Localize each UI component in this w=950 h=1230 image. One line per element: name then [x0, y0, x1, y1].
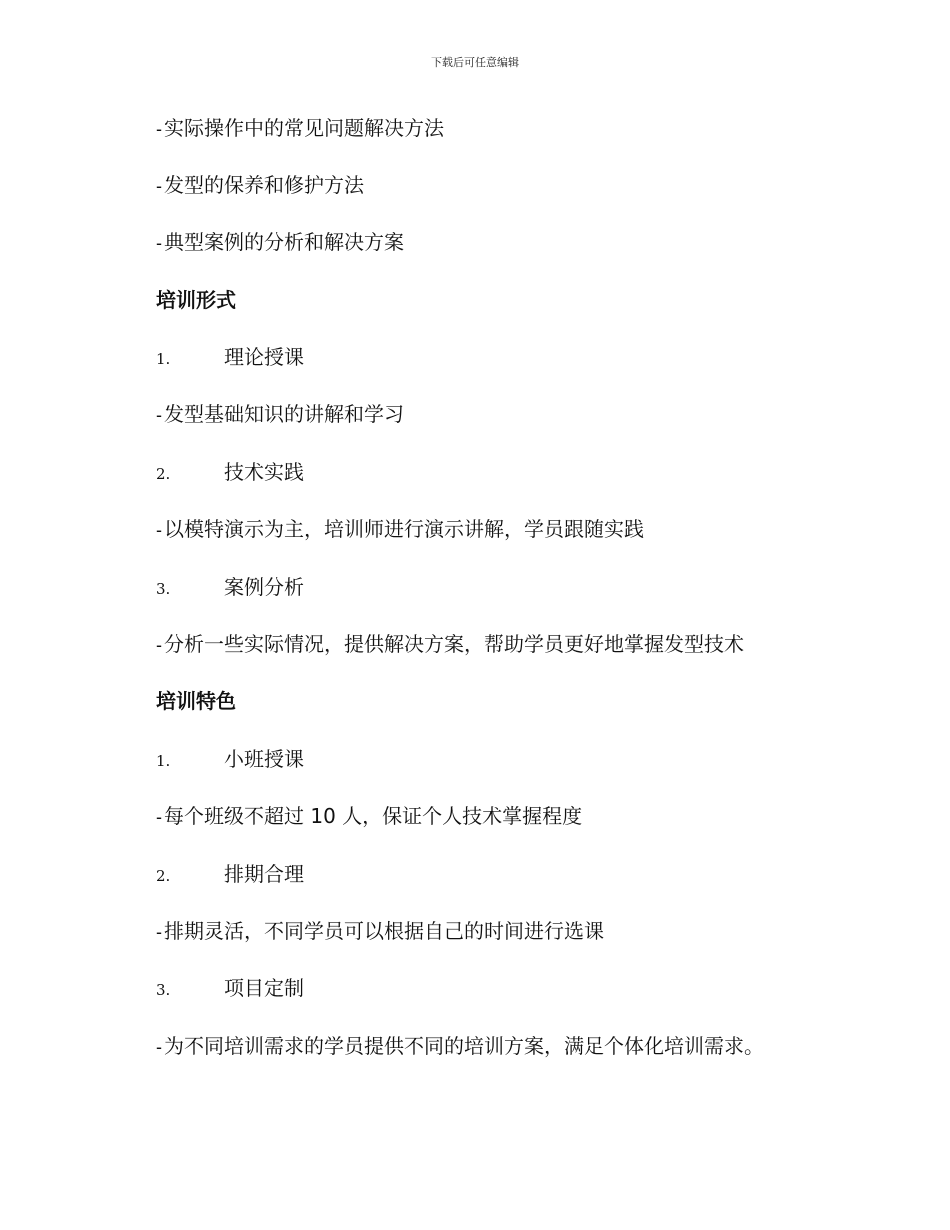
bullet-line	[156, 918, 604, 945]
dash: -	[156, 807, 162, 827]
bullet-text: 为不同培训需求的学员提供不同的培训方案，满足个体化培训需求。	[164, 1034, 764, 1058]
dash: -	[156, 176, 162, 196]
bullet-text: 分析一些实际情况，提供解决方案，帮助学员更好地掌握发型技术	[164, 632, 744, 656]
item-number: 1.	[156, 752, 171, 770]
numbered-item	[156, 861, 304, 889]
dash: -	[156, 233, 162, 253]
item-text: 排期合理	[224, 862, 304, 886]
item-text: 小班授课	[224, 747, 304, 771]
item-number: 1.	[156, 350, 171, 368]
bullet-line	[156, 172, 364, 199]
bullet-text: 发型基础知识的讲解和学习	[164, 402, 404, 426]
bullet-text: 实际操作中的常见问题解决方法	[164, 116, 444, 140]
item-text: 案例分析	[224, 575, 304, 599]
item-text: 理论授课	[224, 345, 304, 369]
page-header: 下载后可任意编辑	[431, 56, 519, 69]
dash: -	[156, 119, 162, 139]
dash: -	[156, 405, 162, 425]
dash: -	[156, 635, 162, 655]
item-number: 3.	[156, 981, 171, 999]
bullet-text: 每个班级不超过 10 人，保证个人技术掌握程度	[164, 804, 583, 828]
numbered-item	[156, 574, 304, 602]
bullet-text: 以模特演示为主，培训师进行演示讲解，学员跟随实践	[164, 517, 644, 541]
item-number: 3.	[156, 580, 171, 598]
item-text: 技术实践	[224, 460, 304, 484]
item-number: 2.	[156, 465, 171, 483]
bullet-line	[156, 115, 444, 142]
bullet-line	[156, 401, 404, 428]
item-number: 2.	[156, 867, 171, 885]
bullet-text: 典型案例的分析和解决方案	[164, 230, 404, 254]
item-text: 项目定制	[224, 976, 304, 1000]
numbered-item	[156, 344, 304, 372]
numbered-item	[156, 459, 304, 487]
section-heading: 培训特色	[156, 689, 236, 713]
bullet-line	[156, 631, 744, 658]
bullet-line	[156, 516, 644, 543]
numbered-item	[156, 975, 304, 1003]
bullet-line	[156, 803, 582, 830]
bullet-line	[156, 229, 404, 256]
bullet-line	[156, 1033, 764, 1060]
section-heading: 培训形式	[156, 288, 236, 312]
numbered-item	[156, 746, 304, 774]
bullet-text: 发型的保养和修护方法	[164, 173, 364, 197]
dash: -	[156, 520, 162, 540]
dash: -	[156, 922, 162, 942]
bullet-text: 排期灵活，不同学员可以根据自己的时间进行选课	[164, 919, 604, 943]
dash: -	[156, 1037, 162, 1057]
